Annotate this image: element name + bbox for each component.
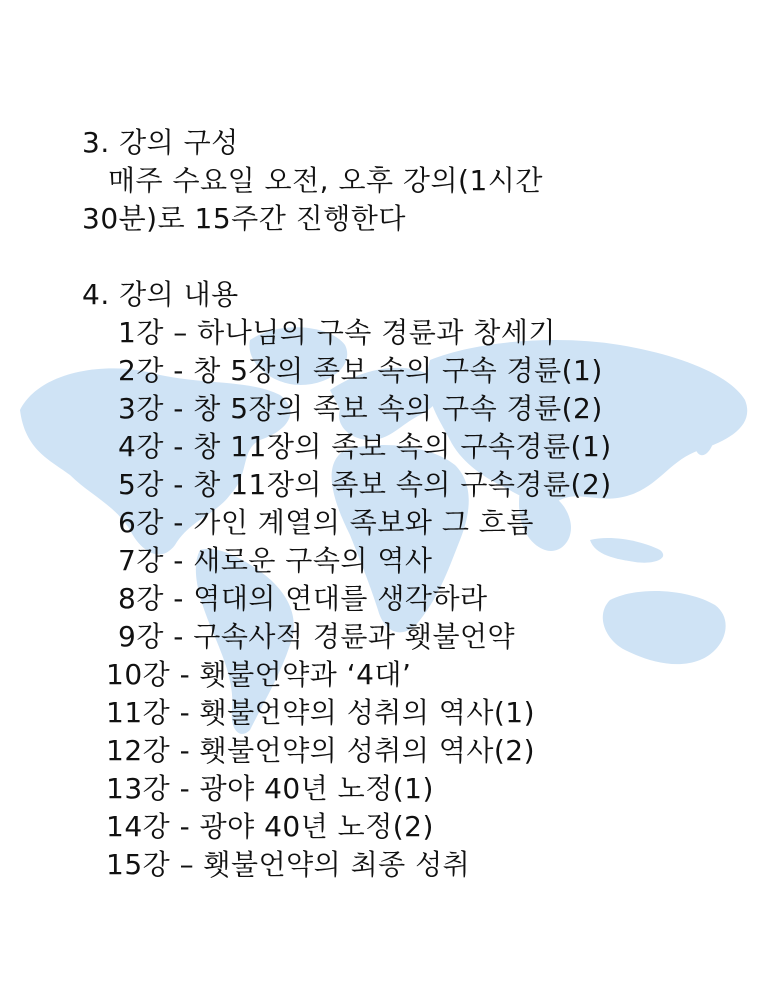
lecture-item: 9강 - 구속사적 경륜과 횃불언약 [118,620,516,653]
lecture-item: 10강 - 횃불언약과 ‘4대’ [106,658,412,691]
lecture-item: 5강 - 창 11장의 족보 속의 구속경륜(2) [118,468,612,501]
section3-heading: 3. 강의 구성 [82,126,239,159]
section3-body-line1: 매주 수요일 오전, 오후 강의(1시간 [108,164,543,197]
section4-heading: 4. 강의 내용 [82,278,239,311]
lecture-item: 7강 - 새로운 구속의 역사 [118,544,433,577]
lecture-item: 13강 - 광야 40년 노정(1) [106,772,434,805]
lecture-item: 11강 - 횃불언약의 성취의 역사(1) [106,696,536,729]
lecture-item: 14강 - 광야 40년 노정(2) [106,810,434,843]
lecture-item: 8강 - 역대의 연대를 생각하라 [118,582,488,615]
lecture-item: 12강 - 횃불언약의 성취의 역사(2) [106,734,536,767]
section3-body-line2: 30분)로 15주간 진행한다 [82,202,406,235]
lecture-item: 15강 – 횃불언약의 최종 성취 [106,848,471,881]
lecture-item: 4강 - 창 11장의 족보 속의 구속경륜(1) [118,430,612,463]
lecture-item: 2강 - 창 5장의 족보 속의 구속 경륜(1) [118,354,603,387]
lecture-item: 3강 - 창 5장의 족보 속의 구속 경륜(2) [118,392,603,425]
map-indonesia [590,538,663,563]
map-australia [603,591,726,664]
lecture-item: 6강 - 가인 계열의 족보와 그 흐름 [118,506,534,539]
lecture-item: 1강 – 하나님의 구속 경륜과 창세기 [118,316,556,349]
